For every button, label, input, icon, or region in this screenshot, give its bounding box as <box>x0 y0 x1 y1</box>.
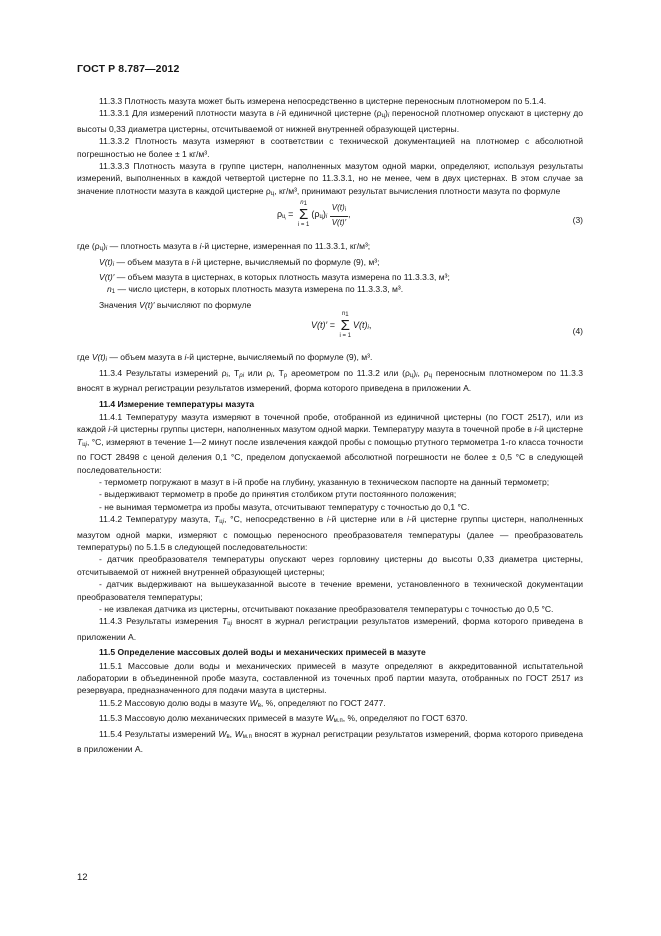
paragraph-11-3-3-3: 11.3.3.3 Плотность мазута в группе цистерн, наполненных мазутом одной марки, определяют, используя результаты измерений, выполненных в каждой четвертой цистерне по 11.3.3.1, но не менее, чем в двух цистернах. В этом случае за значение плотности мазута в каждой цистерне $\rho_ц$, кг/м³, принимают результат вычисления плотности мазута по формуле <box>77 161 583 197</box>
list-item: - термометр погружают в мазут в i-й пробе на глубину, указанную в техническом паспорте на данный термометр; <box>99 476 550 487</box>
sum-symbol: $n_1$ Σ i = 1 <box>297 200 310 229</box>
formula-3-fraction: $\frac{V(t)_i}{V(t)'}$ <box>331 202 347 227</box>
formula-4-number: (4) <box>572 326 583 337</box>
paragraph-11-3-4: 11.3.4 Результаты измерений $\rho_i$, $T_{\rho i}$ или $\rho_i$, $T_\rho$ ареометром по 11.3.2 или $(\rho_ц)_i$, $\rho_ц$ переносным плотномером по 11.3.3 вносят в журнал регистрации результатов измерений, форма которого приведена в приложении А. <box>77 367 583 394</box>
paragraph-11-4-2: 11.4.2 Температуру мазута, $T_{цi}$, °С, непосредственно в i-й цистерне или в i-й цистерне группы цистерн, наполненных мазутом одной марки, измеряют с помощью переносного преобразователя температуры (далее — преобразователь температуры) по 5.1.5 в следующей последовательности: <box>77 514 583 552</box>
section-heading-11-5: 11.5 Определение массовых долей воды и механических примесей в мазуте <box>99 647 426 658</box>
definition-rho: где $(\rho_ц)_i$ — плотность мазута в i-й цистерне, измеренная по 11.3.3.1, кг/м³; <box>77 241 371 253</box>
formula-4: V(t)′ = $n_1$ Σ i = 1 $V(t)_i$, (4) <box>311 311 583 340</box>
list-item: - датчик преобразователя температуры опускают через горловину цистерны до высоты 0,33 диаметра цистерны, отсчитываемой от нижней внутренней образующей цистерны; <box>77 554 583 577</box>
paragraph-11-3-3: 11.3.3 Плотность мазута может быть измерена непосредственно в цистерне переносным плотномером по 5.1.4. <box>99 96 547 106</box>
paragraph-11-5-2: 11.5.2 Массовую долю воды в мазуте $W_в$, %, определяют по ГОСТ 2477. <box>99 697 386 709</box>
paragraph-11-3-3-2: 11.3.3.2 Плотность мазута измеряют в соответствии с технической документацией на плотномер с абсолютной погрешностью не более ± 1 кг/м³. <box>77 136 583 159</box>
paragraph-11-4-3: 11.4.3 Результаты измерения $T_{цi}$ вносят в журнал регистрации результатов измерений, форма которого приведена в приложении А. <box>77 616 584 642</box>
paragraph-11-5-4: 11.5.4 Результаты измерений $W_в$, $W_{м.п}$ вносят в журнал регистрации результатов измерений, форма которого приведена в приложении А. <box>77 728 583 755</box>
formula-3-number: (3) <box>572 215 583 226</box>
sum-symbol: $n_1$ Σ i = 1 <box>339 311 351 340</box>
page-number: 12 <box>77 872 88 883</box>
definition-vt-prime: V(t)′ — объем мазута в цистернах, в которых плотность мазута измерена по 11.3.3.3, м³; <box>99 272 450 283</box>
paragraph-11-3-3-1: 11.3.3.1 Для измерений плотности мазута в i-й единичной цистерне $(\rho_ц)_i$ переносной плотномер опускают в цистерну до высоты 0,33 диаметра цистерны, отсчитываемой от нижней внутренней образующей цистерны. <box>77 108 584 134</box>
list-item: - выдерживают термометр в пробе до принятия столбиком ртути постоянного положения; <box>99 489 457 500</box>
formula-3: $\rho_ц$ = $n_1$ Σ i = 1 $(\rho_ц)_i$ $\frac{V(t)_i}{V(t)'}$ , (3) <box>277 200 583 229</box>
document-header: ГОСТ Р 8.787—2012 <box>77 63 180 75</box>
list-item: - датчик выдерживают на вышеуказанной высоте в течение времени, установленного в технической документации преобразователя температуры; <box>77 579 583 602</box>
section-heading-11-4: 11.4 Измерение температуры мазута <box>99 398 255 409</box>
paragraph-11-5-1: 11.5.1 Массовые доли воды и механических примесей в мазуте определяют в аккредитованной испытательной лаборатории в объединенной пробе мазута, составленной из точечных проб партии мазута, отобранных по ГОСТ 2517 из резервуара, предназначенного для подачи мазута в цистерны. <box>77 660 583 696</box>
paragraph-11-5-3: 11.5.3 Массовую долю механических примесей в мазуте $W_{м.п}$, %, определяют по ГОСТ 6370. <box>99 713 468 725</box>
list-item: - не вынимая термометра из пробы мазута, отсчитывают температуру с точностью до 0,1 °С. <box>99 501 470 512</box>
list-item: - не извлекая датчика из цистерны, отсчитывают показание преобразователя температуры с точностью до 0,5 °С. <box>99 604 554 614</box>
formula-4-intro: Значения V(t)′ вычисляют по формуле <box>99 299 252 310</box>
definition-vti: $V(t)_i$ — объем мазута в i-й цистерне, вычисляемый по формуле (9), м³; <box>99 256 380 268</box>
paragraph-11-4-1: 11.4.1 Температуру мазута измеряют в точечной пробе, отобранной из единичной цистерны (по ГОСТ 2517), или из каждой i-й цистерны группы цистерн, наполненных мазутом одной марки. Температуру мазута в точечной пробе в i-й цистерне $T_{цi}$, °С, измеряют в течение 1—2 минут после извлечения каждой пробы с помощью ртутного термометра 1-го класса точности по ГОСТ 28498 с ценой деления 0,1 °С, пределом допускаемой абсолютной погрешности не более ± 0,5 °С в следующей последовательности: <box>77 411 583 475</box>
definition-vti-2: где $V(t)_i$ — объем мазута в i-й цистерне, вычисляемый по формуле (9), м³. <box>77 352 373 364</box>
definition-n1: $n_1$ — число цистерн, в которых плотность мазута измерена по 11.3.3.3, м³. <box>107 284 404 296</box>
document-body <box>77 95 583 755</box>
